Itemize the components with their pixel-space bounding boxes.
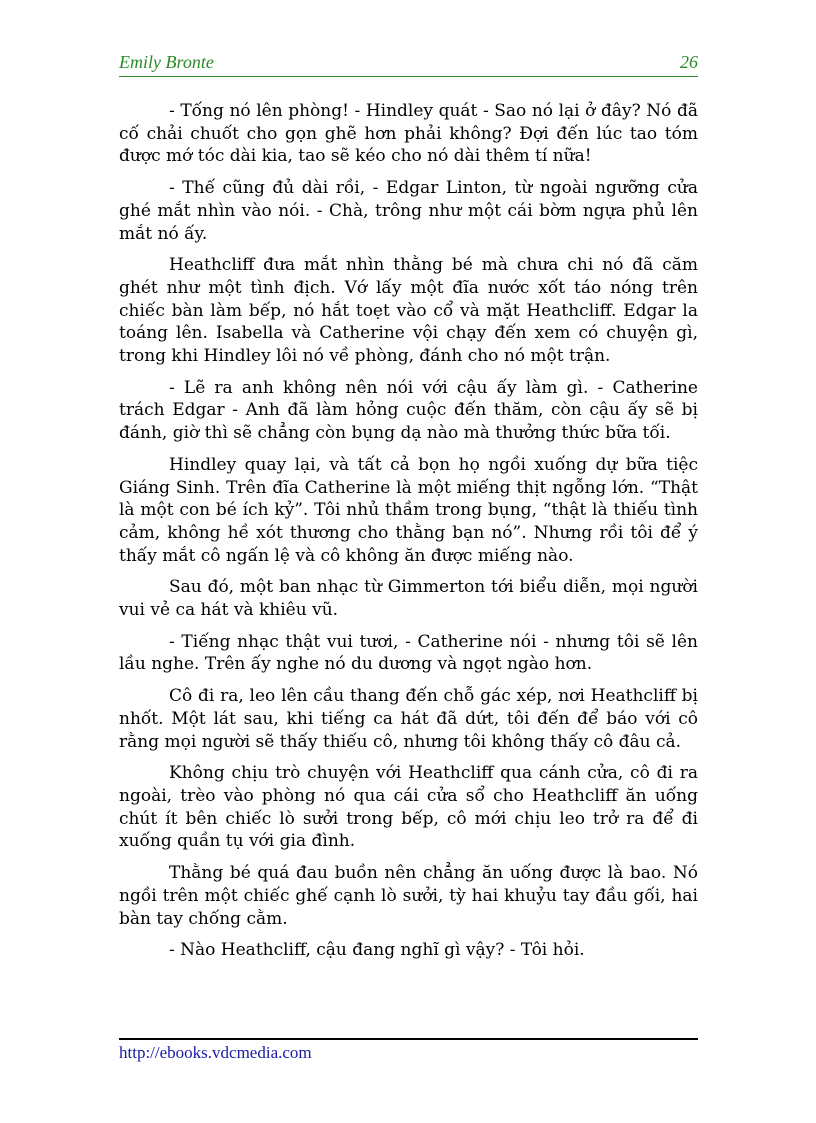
paragraph: Thằng bé quá đau buồn nên chẳng ăn uống được là bao. Nó ngồi trên một chiếc ghế cạnh lò sưởi, tỳ hai khuỷu tay đầu gối, hai bàn tay chống cằm. bbox=[119, 863, 698, 929]
header-author: Emily Bronte bbox=[119, 52, 214, 72]
page-number: 26 bbox=[680, 52, 698, 72]
paragraph: Heathcliff đưa mắt nhìn thằng bé mà chưa chi nó đã căm ghét như một tình địch. Vớ lấy một đĩa nước xốt táo nóng trên chiếc bàn làm bếp, nó hắt toẹt vào cổ và mặt Heathcliff. Edgar la toáng lên. Isabella và Catherine vội chạy đến xem có chuyện gì, trong khi Hindley lôi nó về phòng, đánh cho nó một trận. bbox=[119, 255, 698, 367]
paragraph: Cô đi ra, leo lên cầu thang đến chỗ gác xép, nơi Heathcliff bị nhốt. Một lát sau, khi tiếng ca hát đã dứt, tôi đến để báo với cô rằng mọi người sẽ thấy thiếu cô, nhưng tôi không thấy cô đâu cả. bbox=[119, 686, 698, 752]
paragraph: Không chịu trò chuyện với Heathcliff qua cánh cửa, cô đi ra ngoài, trèo vào phòng nó qua cái cửa sổ cho Heathcliff ăn uống chút ít bên chiếc lò sưởi trong bếp, cô mới chịu leo trở ra để đi xuống quần tụ với gia đình. bbox=[119, 763, 698, 852]
paragraph: Sau đó, một ban nhạc từ Gimmerton tới biểu diễn, mọi người vui vẻ ca hát và khiêu vũ. bbox=[119, 577, 698, 621]
footer-divider bbox=[119, 1038, 698, 1040]
page-header bbox=[119, 50, 698, 77]
paragraph: - Lẽ ra anh không nên nói với cậu ấy làm gì. - Catherine trách Edgar - Anh đã làm hỏng cuộc đến thăm, còn cậu ấy sẽ bị đánh, giờ thì sẽ chẳng còn bụng dạ nào mà thưởng thức bữa tối. bbox=[119, 377, 698, 444]
paragraph: Hindley quay lại, và tất cả bọn họ ngồi xuống dự bữa tiệc Giáng Sinh. Trên đĩa Catherine là một miếng thịt ngỗng lớn. “Thật là một con bé ích kỷ”. Tôi nhủ thầm trong bụng, “thật là thiếu tình cảm, không hề xót thương cho thằng bạn nó”. Nhưng rồi tôi để ý thấy mắt cô ngấn lệ và cô không ăn được miếng nào. bbox=[119, 454, 698, 566]
paragraph: - Tiếng nhạc thật vui tươi, - Catherine nói - nhưng tôi sẽ lên lầu nghe. Trên ấy nghe nó du dương và ngọt ngào hơn. bbox=[119, 631, 698, 675]
footer-url-link[interactable]: http://ebooks.vdcmedia.com bbox=[119, 1043, 312, 1062]
paragraph: - Tống nó lên phòng! - Hindley quát - Sao nó lại ở đây? Nó đã cố chải chuốt cho gọn ghẽ hơn phải không? Đợi đến lúc tao tóm được mớ tóc dài kia, tao sẽ kéo cho nó dài thêm tí nữa! bbox=[119, 101, 698, 167]
body-text bbox=[119, 100, 698, 971]
paragraph: - Thế cũng đủ dài rồi, - Edgar Linton, từ ngoài ngưỡng cửa ghé mắt nhìn vào nói. - Chà, trông như một cái bờm ngựa phủ lên mắt nó ấy. bbox=[119, 178, 698, 244]
paragraph: - Nào Heathcliff, cậu đang nghĩ gì vậy? - Tôi hỏi. bbox=[169, 940, 585, 961]
